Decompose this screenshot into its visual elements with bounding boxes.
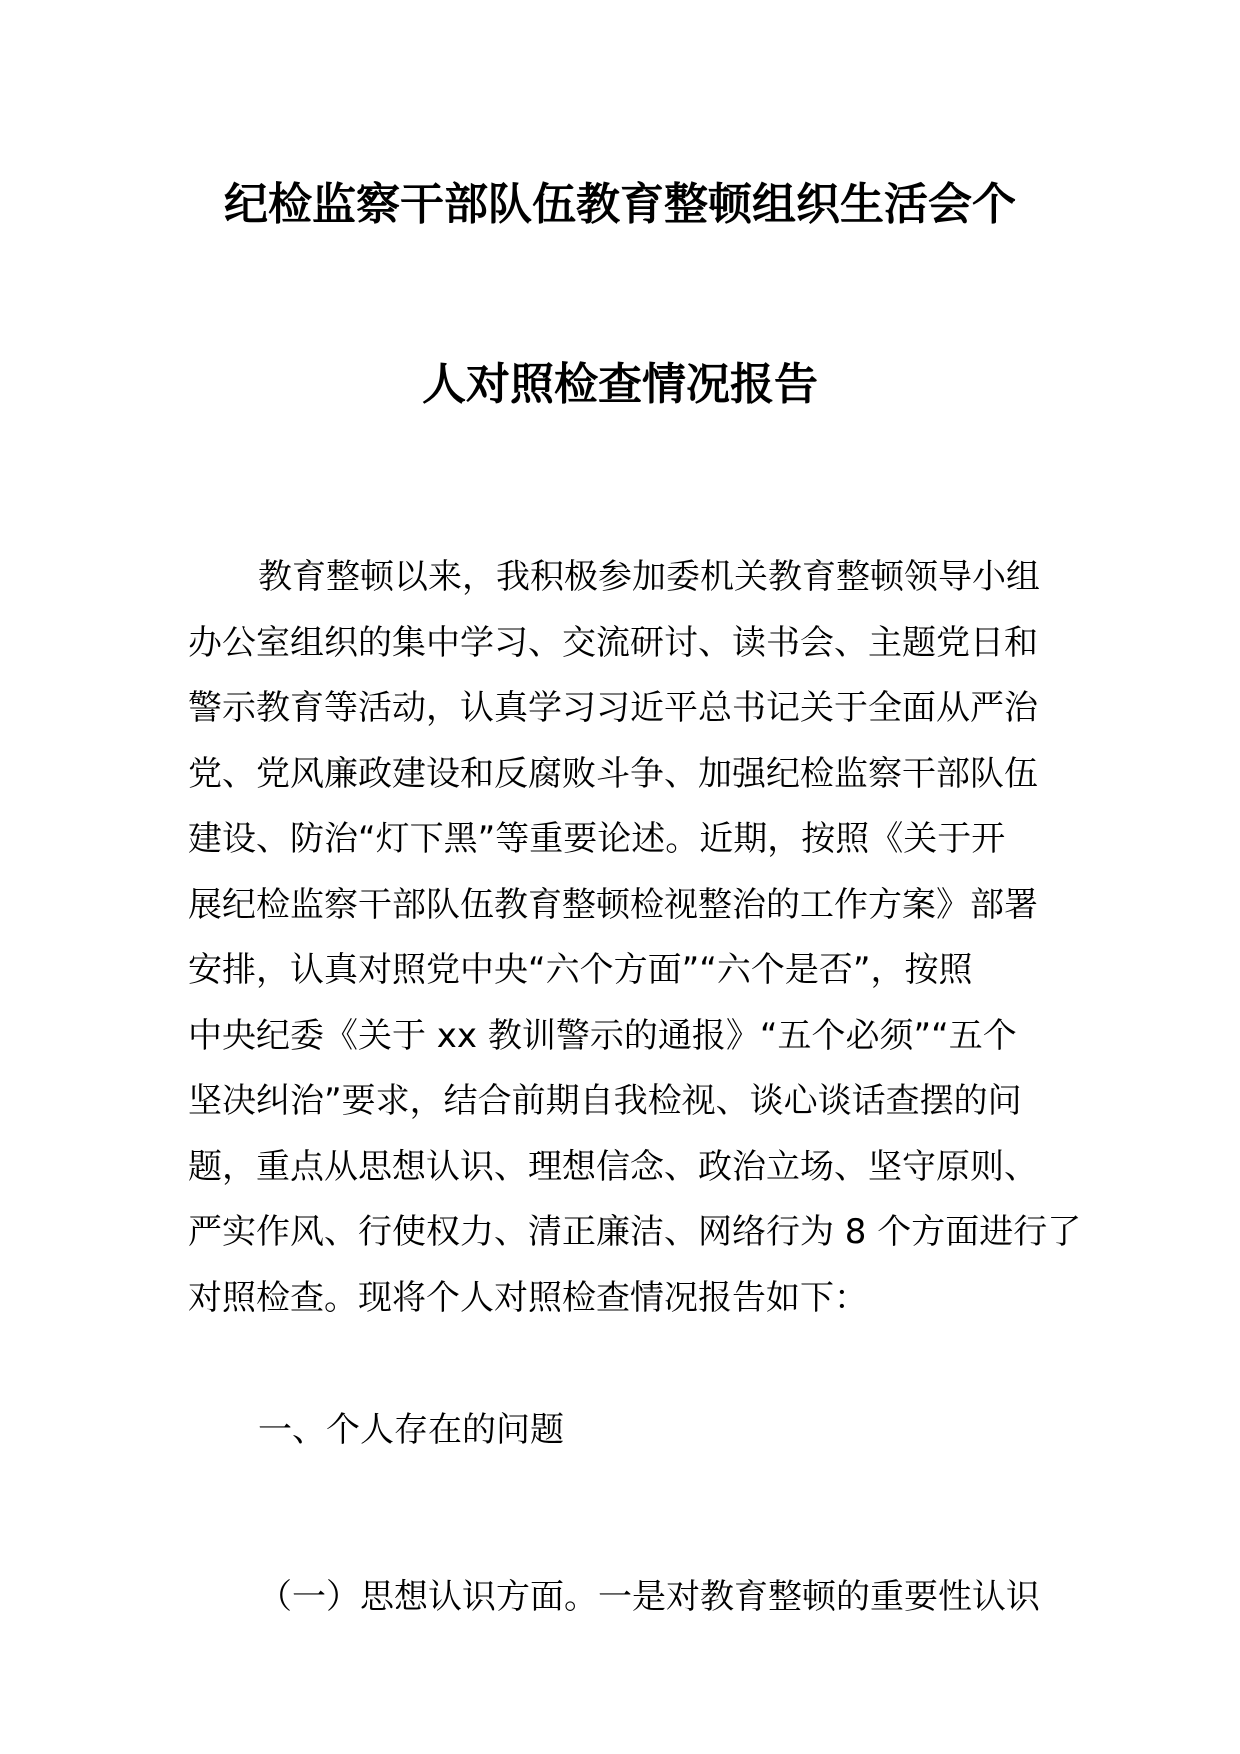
paragraph-line: 安排，认真对照党中央“六个方面”“六个是否”，按照 bbox=[188, 950, 973, 990]
paragraph-line: 展纪检监察干部队伍教育整顿检视整治的工作方案》部署 bbox=[188, 884, 1038, 925]
paragraph-line: 党、党风廉政建设和反腐败斗争、加强纪检监察干部队伍 bbox=[188, 753, 1038, 794]
section-1-paragraph bbox=[188, 1565, 1064, 1631]
section-heading-block bbox=[188, 1398, 1064, 1464]
paragraph-line: （一）思想认识方面。一是对教育整顿的重要性认识 bbox=[258, 1577, 1040, 1617]
paragraph-line: 建设、防治“灯下黑”等重要论述。近期，按照《关于开 bbox=[188, 819, 1006, 859]
section-1-heading: 一、个人存在的问题 bbox=[258, 1410, 564, 1450]
document-title-line-1: 纪检监察干部队伍教育整顿组织生活会个 bbox=[224, 179, 1016, 230]
paragraph-line: 办公室组织的集中学习、交流研讨、读书会、主题党日和 bbox=[188, 622, 1038, 663]
paragraph-line: 题，重点从思想认识、理想信念、政治立场、坚守原则、 bbox=[188, 1146, 1038, 1187]
intro-paragraph bbox=[188, 545, 1082, 1331]
document-title-line-2: 人对照检查情况报告 bbox=[422, 359, 818, 410]
paragraph-line: 警示教育等活动，认真学习习近平总书记关于全面从严治 bbox=[188, 688, 1038, 728]
paragraph-line: 对照检查。现将个人对照检查情况报告如下： bbox=[188, 1277, 868, 1318]
paragraph-line: 坚决纠治”要求，结合前期自我检视、谈心谈话查摆的问 bbox=[188, 1081, 1022, 1121]
paragraph-line: 中央纪委《关于 xx 教训警示的通报》“五个必须”“五个 bbox=[188, 1015, 1017, 1056]
paragraph-line: 教育整顿以来，我积极参加委机关教育整顿领导小组 bbox=[258, 557, 1040, 597]
paragraph-line: 严实作风、行使权力、清正廉洁、网络行为 8 个方面进行了 bbox=[188, 1212, 1082, 1252]
